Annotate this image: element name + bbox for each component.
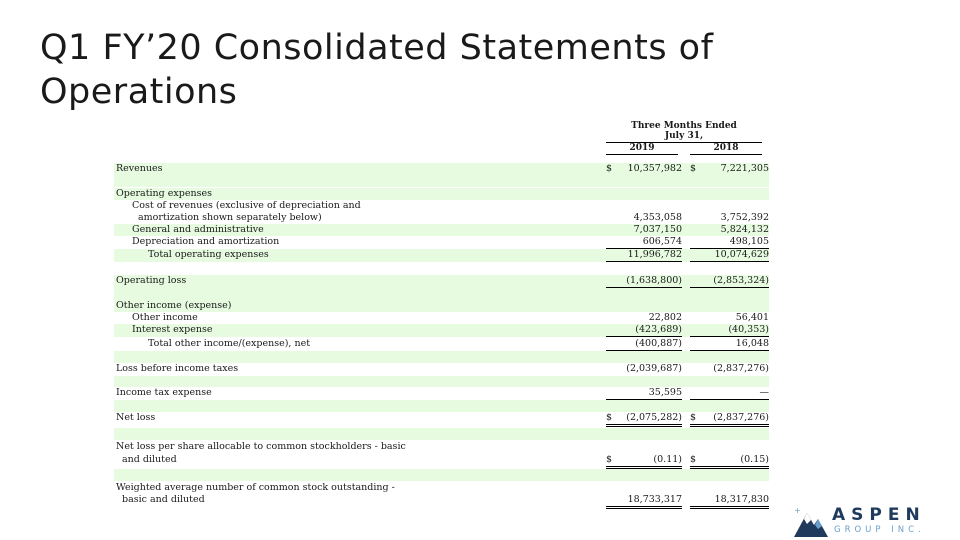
logo-tagline: GROUP INC.: [834, 525, 925, 535]
value-2018: (2,853,324): [690, 275, 769, 288]
value-2018: 7,221,305: [720, 163, 769, 174]
row-label: Weighted average number of common stock outstanding -: [116, 482, 395, 493]
row-spacer: [114, 176, 769, 187]
value-2018: 5,824,132: [720, 224, 769, 235]
row-label: Other income (expense): [116, 300, 232, 311]
row-cost-of-revenues-line1: [114, 200, 769, 212]
row-spacer: [114, 428, 769, 440]
row-operating-expenses-heading: [114, 188, 769, 200]
row-income-tax: [114, 387, 769, 400]
row-label: Interest expense: [132, 324, 213, 335]
row-label: basic and diluted: [122, 494, 205, 505]
row-net-loss-per-share: [114, 454, 769, 468]
value-2019: (0.11): [606, 454, 682, 469]
value-2018: —: [690, 387, 769, 400]
currency-symbol: $: [606, 412, 613, 423]
value-2018: 3,752,392: [720, 212, 769, 223]
row-label: Net loss: [116, 412, 156, 423]
value-2018: (0.15): [690, 454, 769, 469]
aspen-group-logo: [794, 505, 934, 540]
row-label: and diluted: [122, 454, 177, 465]
currency-symbol: $: [690, 412, 697, 423]
row-label: Other income: [132, 312, 198, 323]
row-spacer: [114, 469, 769, 481]
value-2019: 18,733,317: [606, 494, 682, 509]
row-operating-loss: [114, 275, 769, 288]
row-total-operating-expenses: [114, 249, 769, 262]
value-2019: 11,996,782: [606, 249, 682, 262]
year-2019-header: 2019: [606, 143, 678, 155]
period-header: [606, 121, 762, 141]
value-2019: 10,357,982: [627, 163, 682, 174]
value-2019: 4,353,058: [633, 212, 682, 223]
value-2018: 56,401: [735, 312, 769, 323]
row-label: General and administrative: [132, 224, 264, 235]
row-depreciation: [114, 236, 769, 249]
currency-symbol: $: [690, 454, 697, 465]
row-weighted-average-line1: [114, 482, 769, 494]
row-spacer: [114, 376, 769, 387]
value-2019: (400,887): [606, 338, 682, 351]
row-general-admin: [114, 224, 769, 236]
row-label: Loss before income taxes: [116, 363, 239, 374]
currency-symbol: $: [606, 163, 613, 174]
row-spacer: [114, 400, 769, 412]
row-label: Operating loss: [116, 275, 187, 286]
svg-text:+: +: [794, 506, 801, 515]
period-header-line2: July 31,: [664, 131, 704, 141]
row-net-loss: [114, 412, 769, 426]
row-label: Total operating expenses: [148, 249, 269, 260]
value-2019: (1,638,800): [606, 275, 682, 288]
row-net-loss-per-share-line1: [114, 441, 769, 453]
value-2018: 18,317,830: [690, 494, 769, 509]
row-label: Revenues: [116, 163, 163, 174]
row-spacer: [114, 288, 769, 300]
value-2019: 22,802: [648, 312, 682, 323]
row-cost-of-revenues: [114, 212, 769, 224]
value-2018: (2,837,276): [690, 412, 769, 427]
row-label: amortization shown separately below): [138, 212, 322, 223]
value-2018: (2,837,276): [713, 363, 769, 374]
row-total-other-income: [114, 338, 769, 351]
value-2018: (40,353): [690, 324, 769, 337]
row-label: Net loss per share allocable to common stockholders - basic: [116, 441, 406, 452]
row-label: Income tax expense: [116, 387, 212, 398]
value-2018: 16,048: [690, 338, 769, 351]
value-2019: 606,574: [606, 236, 682, 249]
row-label: Cost of revenues (exclusive of depreciation and: [132, 200, 361, 211]
currency-symbol: $: [606, 454, 613, 465]
value-2019: (2,075,282): [606, 412, 682, 427]
period-header-line1: Three Months Ended: [631, 121, 737, 131]
currency-symbol: $: [690, 163, 697, 174]
row-revenues: [114, 163, 769, 176]
row-label: Operating expenses: [116, 188, 212, 199]
row-loss-before-taxes: [114, 363, 769, 376]
row-spacer: [114, 351, 769, 363]
year-2018-header: 2018: [690, 143, 762, 155]
aspen-mountain-logo-icon: [794, 505, 830, 539]
row-weighted-average: [114, 494, 769, 510]
value-2018: 498,105: [690, 236, 769, 249]
value-2019: (2,039,687): [626, 363, 682, 374]
value-2019: 7,037,150: [633, 224, 682, 235]
row-other-income-heading: [114, 300, 769, 312]
page-title: Q1 FY’20 Consolidated Statements of Operations: [40, 28, 714, 112]
value-2018: 10,074,629: [690, 249, 769, 262]
row-label: Depreciation and amortization: [132, 236, 280, 247]
row-label: Total other income/(expense), net: [148, 338, 311, 349]
value-2019: (423,689): [606, 324, 682, 337]
logo-wordmark: ASPEN: [832, 505, 926, 525]
row-interest-expense: [114, 324, 769, 337]
row-other-income: [114, 312, 769, 324]
value-2019: 35,595: [606, 387, 682, 400]
